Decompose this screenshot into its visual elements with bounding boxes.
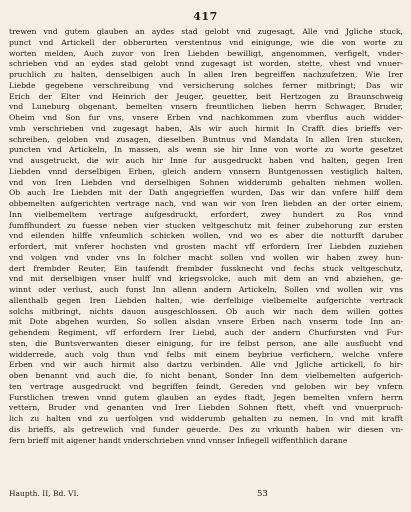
text-line: vnd mit derselbigen vnser hulff vnd kriegsvolcke, auch mit dem an vnd abziehen, ge- [9,274,403,284]
printer-signature-mark: Haupth. II, Bd. VI. [9,489,79,498]
text-line: vnd Luneburg obgenant, bemelten vnsern freuntlichen lieben herrn Schwager, Bruder, [9,102,403,112]
text-line: vnd volgen vnd vnder vns In folcher macht sollen vnd wollen wir haben zwey hun- [9,252,403,262]
text-line: erfordert, mit vnferer hochsten vnd grosten macht vff erfordern Irer Liebden zuziehen [9,242,403,251]
text-line: fern brieff mit aigener handt vnderschrieben vnnd vnnser Infiegell wiffenthlich darane [9,435,348,445]
text-line: pruchlich zu halten, denselbigen auch In allen Iren begreiffen nachzufetzen, Wie Irer [9,70,403,79]
body-text [9,27,403,446]
page-number: 417 [193,10,218,23]
text-line: worten melden, Auch zuvor von Iren Liebden bewilligt, angenommen, verfigelt, vnder- [9,48,403,58]
text-line: punct vnd Artickell der obberurten verstentnus vnd einigunge, wie die von worte zu [9,37,403,47]
text-line: vettern, Bruder vnd genanten vnd Irer Liebden Sohnen ftett, vheft vnd vnuerpruch- [9,403,403,413]
text-line: Erben vnd wir auch hirmit also dartzu verbinden. Alle vnd Jgliche artickell, fo hir- [9,360,403,370]
text-line: winnt oder verlust, auch funst Inn allenn andern Artickeln, Sollen vnd wollen wir vns [9,285,403,294]
text-line: vmb verschrieben vnd zugesagt haben, Als wir auch hirmit In Crafft dies brieffs ver- [9,123,403,133]
text-line: Erich der Elter vnd Heinrich der Jeuger, geuetter, beit Hertzogen zu Braunschweig [9,91,403,101]
text-line: vnd eilenden hilffe vnfeumlich schicken wollen, vnd wo es aber die notturfft daruber [9,231,403,241]
text-line: Liebden vnnd derselbigen Erben, gleich andern vnnsern Buntgenossen vestiglich halten, [9,166,403,176]
text-line: puncten vnd Artickeln, In massen, als wenn sie hir Inne von worte zu worte gesetzet [9,145,403,155]
text-line: widderrede, auch volg thun vnd felbs mit einem beybriue verfichern, welche vnfere [9,349,403,359]
text-line: solchs mitbringt, nichts dauon ausgeschlossen. Ob auch wir nach dem willen gottes [9,306,403,316]
text-line: vnd ausgetruckt, die wir auch hir Inne fur ausgedruckt haben vnd halten, gegen Iren [9,156,403,165]
text-line: dis brieffs, als getrewlich vnd funder geuerde. Des zu vrkunth haben wir diesen vn- [9,424,403,434]
text-line: ten vertrage ausgedruckt vnd begriffen feindt, Gereden vnd geloben wir bey vnfern [9,381,403,391]
text-line: fumffhundert zu fuesse neben vier stucken veltgeschutz mit feiner zubehorung zur ersten [9,220,403,230]
text-line: allenthalb gegen Iren Liebden halten, wie derfelbige vielbemelte aufgerichte vertrack [9,295,403,305]
text-line: lich zu halten vnd zu uerfolgen vnd widderumb gehalten zu nemen, In vnd mit krafft [9,414,403,423]
text-line: Ob auch Ire Liebden mit der Dath angegrieffen wurden, Das wir dan vnfere hilff dem [9,188,403,198]
text-line: Inn vielbemeltem vertrage aufgesdruckt, erfordert, zwey hundert zu Ros vnnd [9,209,403,219]
text-line: dert frembder Reuter, Ein taufendt frembder fussknecht vnd fechs stuck veltgeschutz, [9,263,403,273]
text-line: mit Dote abgehen wurden, So sollen alsdan vnsere Erben nach vnserm tode Inn an- [9,317,403,327]
text-line: gehendem Regiment, vff erfordern Irer Liebd, auch der andern Churfursten vnd Fur- [9,328,403,337]
text-line: schrieben vnd an eydes stad gelobt vnnd zugesagt ist worden, stette, vhest vnd vnuer- [9,59,403,69]
page-footer [9,489,403,501]
text-line: Oheim vnd Son fur vns, vnsere Erben vnd nachkommen zum vberflus auch widder- [9,113,403,122]
text-line: schreiben, geloben vnd zusagen, dieselben Buntnus vnd Mandata In allen Iren stucken, [9,134,403,144]
text-line: Furstlichen trewen vnnd gutem glauben an eydes ftadt, Jegen bemelten vnfern herrn [9,392,403,402]
text-line: oben benannt vnd auch die, fo nicht benant, Sonder Inn dem vielbemelten aufgerich- [9,371,403,380]
folio-number: 53 [257,489,268,499]
text-line: Liebde gegebene verschreibung vnd versicherung solches ferner mitbringt; Das wir [9,80,403,90]
text-line: vnd von Iren Liebden vnd derselbigen Sohnen widderumb gehalten nehmen wollen. [9,177,403,187]
text-line: trewen vnd gutem glauben an aydes stad gelobt vnd zugesagt, Alle vnd Jgliche stuck, [9,27,403,36]
text-line: sten, die Buntsverwanten dieser einigung, fur ire felbst person, ane alle ausflucht vnd [9,338,403,348]
text-line: obbemelten aufgerichten vertrage nach, vnd wan wir von Iren liebden an der orter einem, [9,199,403,208]
